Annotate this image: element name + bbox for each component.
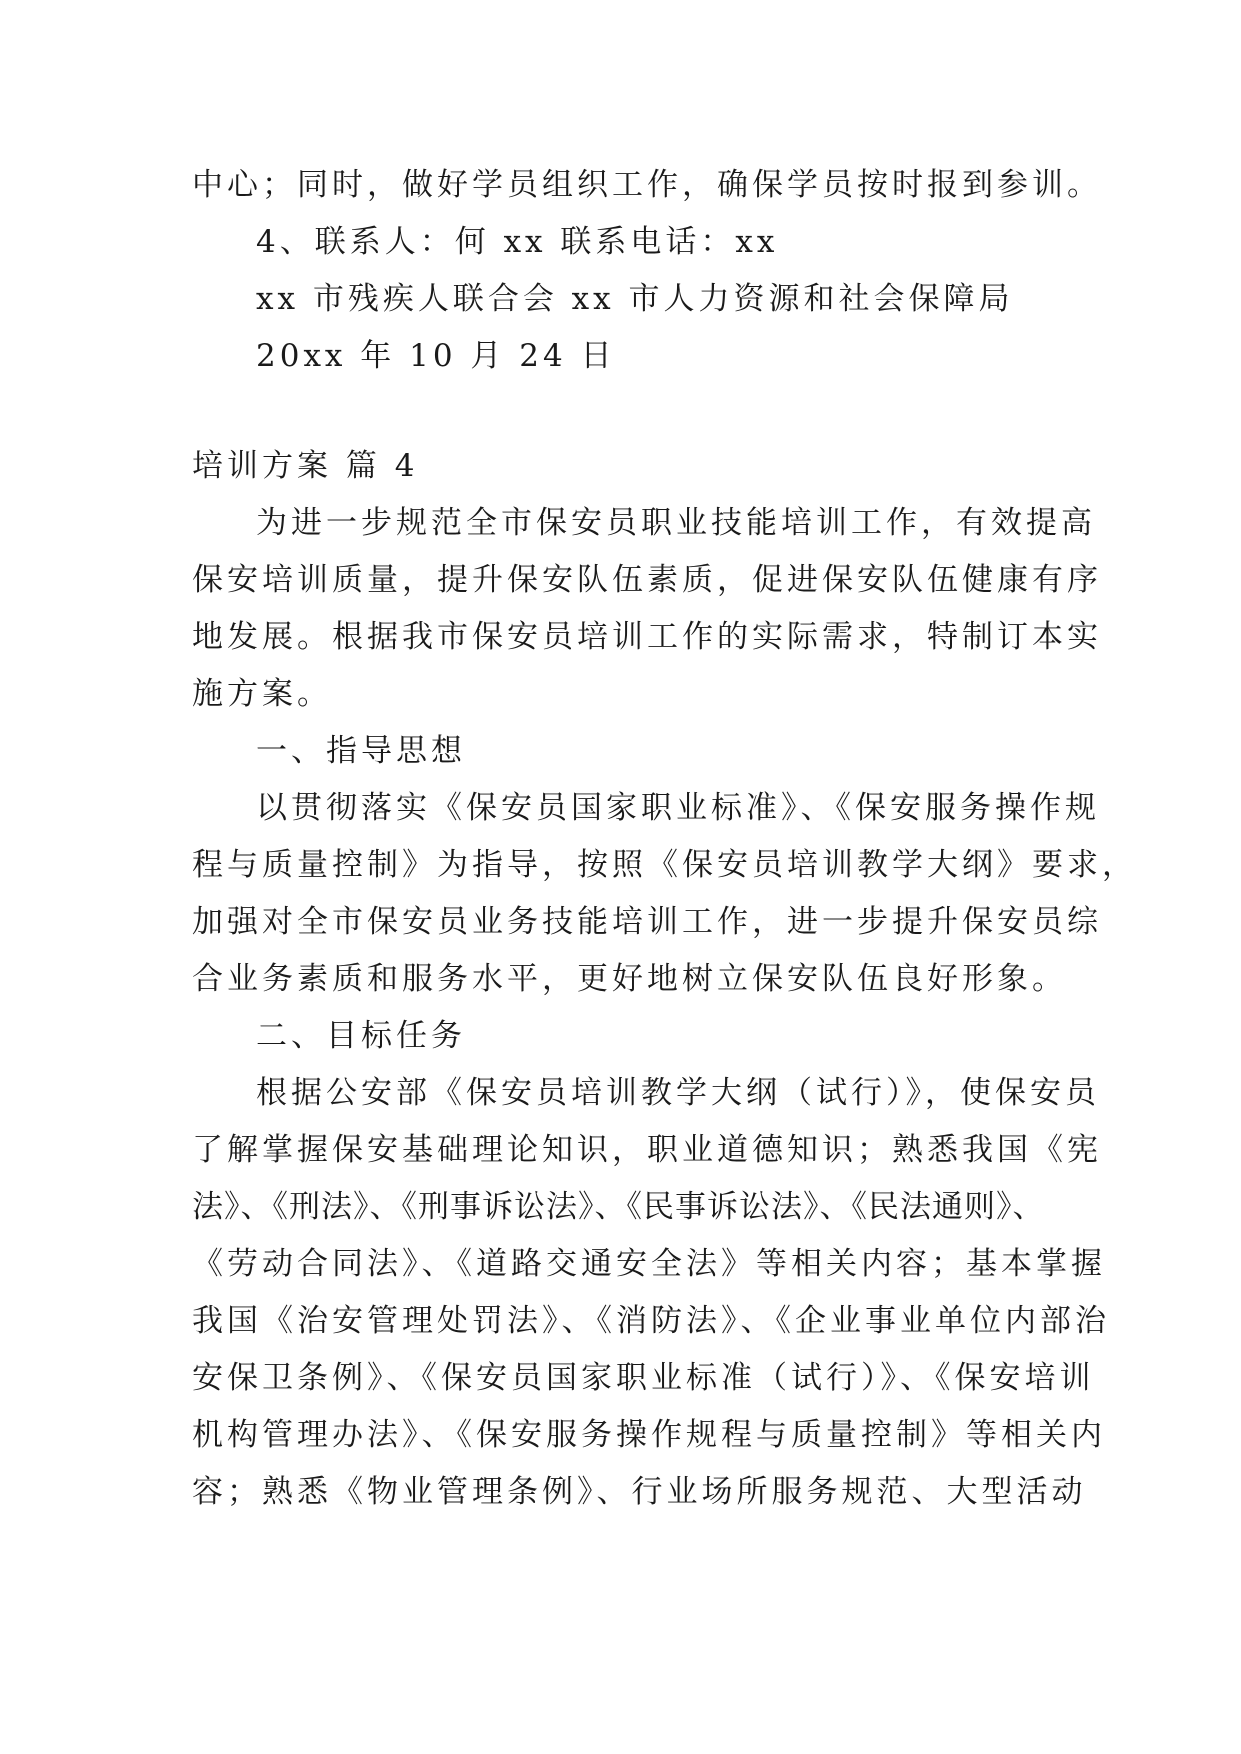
issuer-line: xx 市残疾人联合会 xx 市人力资源和社会保障局	[256, 281, 1014, 317]
paragraph-line: 加强对全市保安员业务技能培训工作，进一步提升保安员综	[192, 904, 1102, 940]
paragraph-line: 了解掌握保安基础理论知识，职业道德知识；熟悉我国《宪	[192, 1132, 1102, 1168]
paragraph-line: 机构管理办法》、《保安服务操作规程与质量控制》等相关内	[192, 1417, 1106, 1453]
paragraph-line: 为进一步规范全市保安员职业技能培训工作，有效提高	[256, 505, 1096, 541]
paragraph-line: 《劳动合同法》、《道路交通安全法》等相关内容；基本掌握	[192, 1246, 1106, 1282]
paragraph-line: 以贯彻落实《保安员国家职业标准》、《保安服务操作规	[256, 790, 1100, 826]
section-title: 培训方案 篇 4	[192, 448, 419, 484]
heading-goals-tasks: 二、目标任务	[256, 1018, 466, 1054]
paragraph-line: 施方案。	[192, 676, 332, 712]
paragraph-line: 合业务素质和服务水平，更好地树立保安队伍良好形象。	[192, 961, 1067, 997]
paragraph-line: 法》、《刑法》、《刑事诉讼法》、《民事诉讼法》、《民法通则》、	[192, 1189, 1045, 1225]
paragraph-line: 地发展。根据我市保安员培训工作的实际需求，特制订本实	[192, 619, 1102, 655]
paragraph-line: 容；熟悉《物业管理条例》、行业场所服务规范、大型活动	[192, 1474, 1087, 1510]
paragraph-line: 保安培训质量，提升保安队伍素质，促进保安队伍健康有序	[192, 562, 1102, 598]
date-line: 20xx 年 10 月 24 日	[256, 338, 616, 374]
paragraph-line: 安保卫条例》、《保安员国家职业标准（试行）》、《保安培训	[192, 1360, 1095, 1396]
text-line: 中心；同时，做好学员组织工作，确保学员按时报到参训。	[192, 167, 1102, 203]
paragraph-line: 我国《治安管理处罚法》、《消防法》、《企业事业单位内部治	[192, 1303, 1110, 1339]
paragraph-line: 根据公安部《保安员培训教学大纲（试行）》，使保安员	[256, 1075, 1100, 1111]
contact-line: 4、联系人：何 xx 联系电话：xx	[256, 224, 779, 260]
heading-guiding-thought: 一、指导思想	[256, 733, 466, 769]
paragraph-line: 程与质量控制》为指导，按照《保安员培训教学大纲》要求，	[192, 847, 1137, 883]
